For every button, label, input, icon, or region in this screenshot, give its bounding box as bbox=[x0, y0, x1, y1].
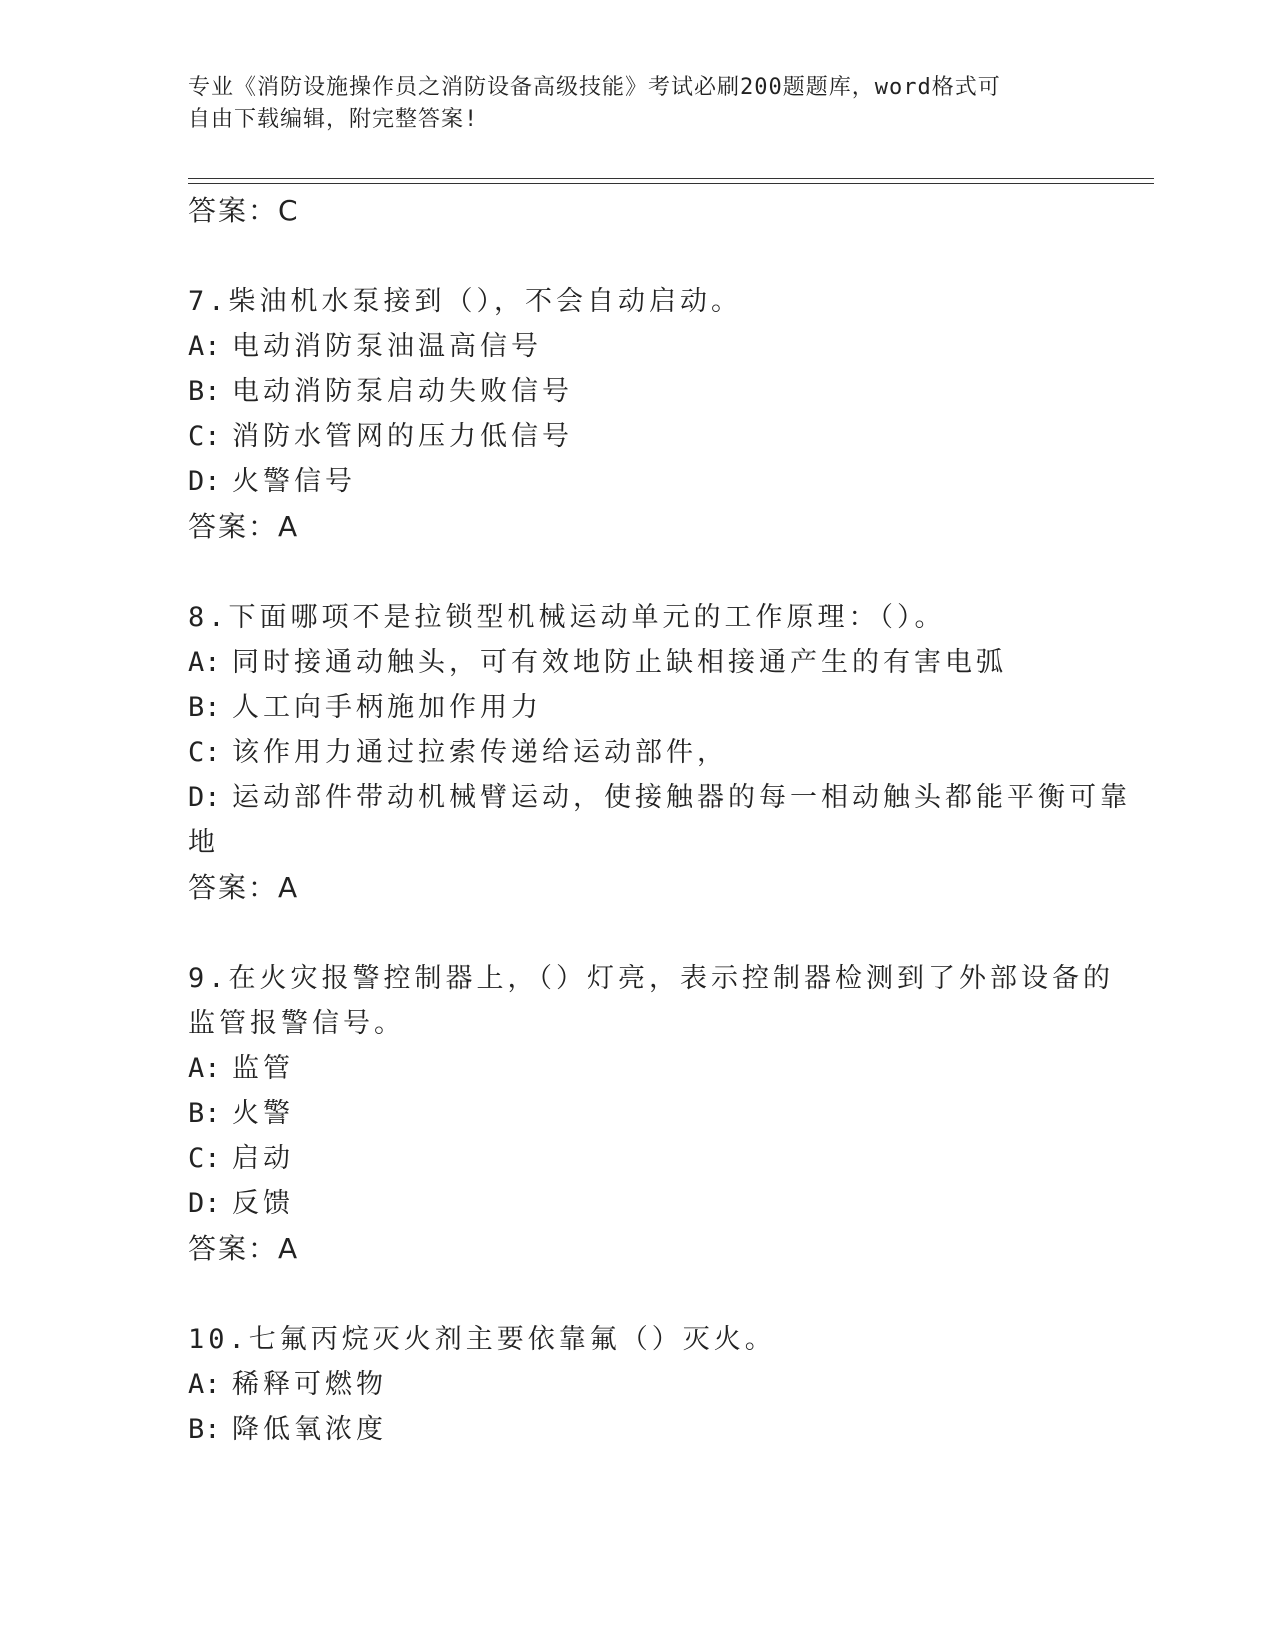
option-text: 消防水管网的压力低信号 bbox=[232, 421, 573, 452]
option-b bbox=[188, 685, 1088, 730]
option-a bbox=[188, 1046, 1088, 1091]
header-divider bbox=[188, 178, 1154, 179]
option-b bbox=[188, 1407, 1088, 1452]
option-label: D: bbox=[188, 466, 221, 497]
answer-q8: 答案：A bbox=[188, 871, 300, 904]
option-text: 火警 bbox=[232, 1098, 294, 1129]
question-stem-continued: 监管报警信号。 bbox=[188, 1008, 405, 1039]
option-text: 反馈 bbox=[232, 1188, 294, 1219]
option-text: 降低氧浓度 bbox=[232, 1414, 387, 1445]
option-b bbox=[188, 369, 1088, 414]
option-a bbox=[188, 1362, 1088, 1407]
option-label: C: bbox=[188, 421, 221, 452]
option-d-continued: 地 bbox=[188, 827, 219, 858]
option-text: 同时接通动触头，可有效地防止缺相接通产生的有害电弧 bbox=[232, 647, 1007, 678]
document-header bbox=[188, 72, 1088, 136]
option-text: 监管 bbox=[232, 1053, 294, 1084]
option-c bbox=[188, 414, 1088, 459]
question-7 bbox=[188, 279, 1088, 549]
option-label: C: bbox=[188, 1143, 221, 1174]
option-label: D: bbox=[188, 1188, 221, 1219]
question-stem: 9.在火灾报警控制器上，（）灯亮，表示控制器检测到了外部设备的 bbox=[188, 963, 1115, 994]
question-list bbox=[188, 188, 1131, 1452]
answer-q6: 答案：C bbox=[188, 194, 300, 227]
option-text: 火警信号 bbox=[232, 466, 356, 497]
option-text: 启动 bbox=[232, 1143, 294, 1174]
option-label: A: bbox=[188, 1053, 221, 1084]
question-9 bbox=[188, 956, 1115, 1271]
header-line-1: 专业《消防设施操作员之消防设备高级技能》考试必刷200题题库，word格式可 bbox=[188, 75, 1001, 100]
question-8 bbox=[188, 595, 1131, 910]
option-label: B: bbox=[188, 376, 221, 407]
option-label: B: bbox=[188, 1414, 221, 1445]
option-label: C: bbox=[188, 737, 221, 768]
option-text: 电动消防泵启动失败信号 bbox=[232, 376, 573, 407]
option-a bbox=[188, 640, 1088, 685]
option-d bbox=[188, 775, 1131, 820]
option-text: 电动消防泵油温高信号 bbox=[232, 331, 542, 362]
option-label: B: bbox=[188, 692, 221, 723]
option-text: 稀释可燃物 bbox=[232, 1369, 387, 1400]
option-text: 运动部件带动机械臂运动，使接触器的每一相动触头都能平衡可靠 bbox=[232, 782, 1131, 813]
header-divider-second bbox=[188, 183, 1154, 184]
option-b bbox=[188, 1091, 1088, 1136]
option-c bbox=[188, 1136, 1088, 1181]
option-d bbox=[188, 459, 1088, 504]
option-d bbox=[188, 1181, 1088, 1226]
option-a bbox=[188, 324, 1088, 369]
question-stem: 10.七氟丙烷灭火剂主要依靠氟（）灭火。 bbox=[188, 1324, 776, 1355]
option-c bbox=[188, 730, 1088, 775]
header-line-2: 自由下载编辑，附完整答案! bbox=[188, 107, 479, 132]
option-text: 该作用力通过拉索传递给运动部件， bbox=[232, 737, 728, 768]
option-label: B: bbox=[188, 1098, 221, 1129]
option-label: A: bbox=[188, 647, 221, 678]
option-label: D: bbox=[188, 782, 221, 813]
answer-q7: 答案：A bbox=[188, 510, 300, 543]
question-10 bbox=[188, 1317, 1088, 1452]
answer-q9: 答案：A bbox=[188, 1232, 300, 1265]
question-stem: 8.下面哪项不是拉锁型机械运动单元的工作原理：（）。 bbox=[188, 602, 946, 633]
question-stem: 7.柴油机水泵接到（），不会自动启动。 bbox=[188, 286, 743, 317]
option-text: 人工向手柄施加作用力 bbox=[232, 692, 542, 723]
option-label: A: bbox=[188, 1369, 221, 1400]
option-label: A: bbox=[188, 331, 221, 362]
